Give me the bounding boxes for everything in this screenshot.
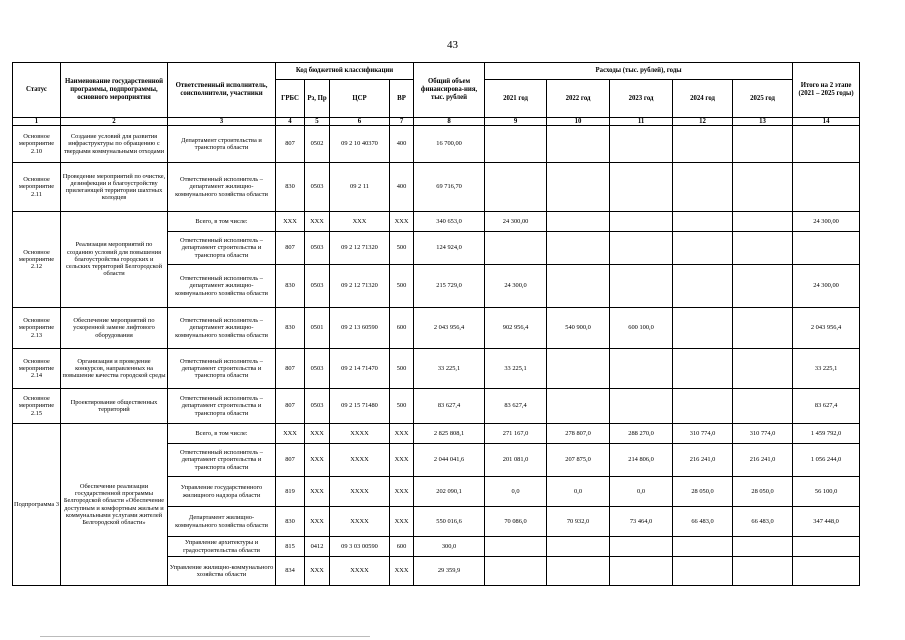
cell-2024 [673, 126, 733, 163]
cell-2024 [673, 212, 733, 232]
cell-2021: 33 225,1 [485, 349, 547, 389]
cell-rzpr: 0503 [305, 349, 330, 389]
cell-2025 [733, 308, 793, 349]
cell-2024 [673, 308, 733, 349]
cell-2022 [547, 212, 610, 232]
cell-vr: 400 [390, 163, 414, 212]
cell-csr: XXX [330, 212, 390, 232]
cell-rzpr: XXX [305, 444, 330, 477]
cell-grbs: 807 [276, 126, 305, 163]
cell-total: 29 359,9 [414, 557, 485, 586]
cell-stage: 1 459 792,0 [793, 424, 860, 444]
column-number: 7 [390, 118, 414, 126]
cell-2025: 66 483,0 [733, 507, 793, 537]
cell-stage [793, 537, 860, 557]
row-name: Обеспечение мероприятий по ускоренной замене лифтового оборудования [61, 308, 168, 349]
cell-2025 [733, 537, 793, 557]
cell-2025: 310 774,0 [733, 424, 793, 444]
cell-rzpr: 0503 [305, 163, 330, 212]
cell-2025 [733, 163, 793, 212]
table-row [13, 424, 860, 444]
cell-2025 [733, 349, 793, 389]
cell-2021: 24 300,00 [485, 212, 547, 232]
cell-2024 [673, 537, 733, 557]
cell-grbs: 807 [276, 444, 305, 477]
scan-edge-line [40, 636, 370, 637]
table-row [13, 126, 860, 163]
cell-total: 202 090,1 [414, 477, 485, 507]
cell-2023 [610, 537, 673, 557]
row-executor: Ответственный исполнитель – департамент строительства и транспорта области [168, 349, 276, 389]
cell-2023 [610, 232, 673, 265]
header-name: Наименование государственной программы, подпрограммы, основного мероприятия [61, 63, 168, 118]
cell-total: 16 700,00 [414, 126, 485, 163]
cell-stage: 56 100,0 [793, 477, 860, 507]
cell-2025 [733, 232, 793, 265]
cell-2025 [733, 126, 793, 163]
cell-rzpr: 0503 [305, 232, 330, 265]
cell-rzpr: 0503 [305, 389, 330, 424]
cell-grbs: 807 [276, 232, 305, 265]
cell-grbs: 834 [276, 557, 305, 586]
column-number: 4 [276, 118, 305, 126]
row-executor: Ответственный исполнитель – департамент жилищно-коммунального хозяйства области [168, 308, 276, 349]
row-status: Подпрограмма 3 [13, 424, 61, 586]
cell-2024 [673, 265, 733, 308]
cell-2024 [673, 389, 733, 424]
cell-2021: 201 081,0 [485, 444, 547, 477]
column-number: 13 [733, 118, 793, 126]
cell-2023: 288 270,0 [610, 424, 673, 444]
cell-2022: 207 875,0 [547, 444, 610, 477]
row-executor: Ответственный исполнитель – департамент строительства и транспорта области [168, 444, 276, 477]
cell-total: 300,0 [414, 537, 485, 557]
cell-2021: 24 300,0 [485, 265, 547, 308]
row-executor: Департамент строительства и транспорта области [168, 126, 276, 163]
cell-vr: 500 [390, 265, 414, 308]
cell-2022 [547, 349, 610, 389]
cell-2023 [610, 212, 673, 232]
cell-rzpr: XXX [305, 477, 330, 507]
cell-csr: 09 2 14 71470 [330, 349, 390, 389]
cell-vr: XXX [390, 477, 414, 507]
cell-csr: 09 2 10 40370 [330, 126, 390, 163]
cell-total: 83 627,4 [414, 389, 485, 424]
cell-total: 215 729,0 [414, 265, 485, 308]
row-status: Основное мероприятие 2.15 [13, 389, 61, 424]
cell-rzpr: 0412 [305, 537, 330, 557]
cell-stage: 2 043 956,4 [793, 308, 860, 349]
row-status: Основное мероприятие 2.10 [13, 126, 61, 163]
column-number: 3 [168, 118, 276, 126]
cell-2024: 216 241,0 [673, 444, 733, 477]
row-executor: Всего, в том числе: [168, 212, 276, 232]
cell-2025: 28 050,0 [733, 477, 793, 507]
cell-2023: 0,0 [610, 477, 673, 507]
cell-csr: XXXX [330, 507, 390, 537]
cell-vr: XXX [390, 424, 414, 444]
header-2023: 2023 год [610, 80, 673, 118]
cell-2021: 271 167,0 [485, 424, 547, 444]
cell-2025: 216 241,0 [733, 444, 793, 477]
cell-vr: 500 [390, 389, 414, 424]
cell-2023: 600 100,0 [610, 308, 673, 349]
cell-2022 [547, 232, 610, 265]
header-stage-total: Итого на 2 этапе (2021 – 2025 годы) [793, 63, 860, 118]
cell-2023 [610, 163, 673, 212]
cell-csr: XXXX [330, 557, 390, 586]
cell-2022: 278 807,0 [547, 424, 610, 444]
cell-csr: 09 3 03 00590 [330, 537, 390, 557]
cell-vr: 600 [390, 537, 414, 557]
cell-2022: 540 900,0 [547, 308, 610, 349]
row-name: Организация и проведение конкурсов, направленных на повышение качества городской среды [61, 349, 168, 389]
cell-2025 [733, 265, 793, 308]
row-executor: Всего, в том числе: [168, 424, 276, 444]
table-row [13, 389, 860, 424]
cell-rzpr: XXX [305, 507, 330, 537]
cell-2022: 0,0 [547, 477, 610, 507]
cell-2024 [673, 232, 733, 265]
cell-stage [793, 126, 860, 163]
cell-grbs: 807 [276, 349, 305, 389]
cell-2023 [610, 557, 673, 586]
row-executor: Управление жилищно-коммунального хозяйства области [168, 557, 276, 586]
cell-total: 33 225,1 [414, 349, 485, 389]
row-executor: Управление архитектуры и градостроительства области [168, 537, 276, 557]
cell-grbs: 819 [276, 477, 305, 507]
cell-grbs: 830 [276, 308, 305, 349]
cell-2023: 214 806,0 [610, 444, 673, 477]
cell-rzpr: 0503 [305, 265, 330, 308]
cell-vr: XXX [390, 507, 414, 537]
cell-vr: XXX [390, 212, 414, 232]
header-2025: 2025 год [733, 80, 793, 118]
cell-2021 [485, 163, 547, 212]
header-2024: 2024 год [673, 80, 733, 118]
cell-2022 [547, 537, 610, 557]
column-number: 2 [61, 118, 168, 126]
header-2021: 2021 год [485, 80, 547, 118]
cell-vr: XXX [390, 444, 414, 477]
row-name: Обеспечение реализации государственной программы Белгородской области «Обеспечение доступным и комфортным жильем и коммунальными услугами жителей Белгородской области» [61, 424, 168, 586]
header-grbs: ГРБС [276, 80, 305, 118]
cell-stage: 33 225,1 [793, 349, 860, 389]
cell-2021 [485, 232, 547, 265]
cell-2021 [485, 126, 547, 163]
header-total-funding: Общий объем финансирова-ния, тыс. рублей [414, 63, 485, 118]
row-executor: Ответственный исполнитель – департамент строительства и транспорта области [168, 389, 276, 424]
cell-2023 [610, 349, 673, 389]
cell-2022 [547, 389, 610, 424]
header-row [13, 63, 860, 80]
header-csr: ЦСР [330, 80, 390, 118]
cell-total: 2 044 041,6 [414, 444, 485, 477]
cell-rzpr: 0502 [305, 126, 330, 163]
row-executor: Ответственный исполнитель – департамент жилищно-коммунального хозяйства области [168, 163, 276, 212]
column-number: 14 [793, 118, 860, 126]
cell-grbs: XXX [276, 212, 305, 232]
row-name: Создание условий для развития инфраструктуры по обращению с твердыми коммунальными отходами [61, 126, 168, 163]
cell-stage: 1 056 244,0 [793, 444, 860, 477]
cell-rzpr: XXX [305, 424, 330, 444]
cell-total: 2 825 808,1 [414, 424, 485, 444]
column-number: 8 [414, 118, 485, 126]
cell-2022 [547, 126, 610, 163]
cell-rzpr: XXX [305, 557, 330, 586]
row-status: Основное мероприятие 2.14 [13, 349, 61, 389]
header-2022: 2022 год [547, 80, 610, 118]
cell-vr: 500 [390, 349, 414, 389]
header-rzpr: Рз, Пр [305, 80, 330, 118]
cell-2021 [485, 557, 547, 586]
cell-2023: 73 464,0 [610, 507, 673, 537]
row-status: Основное мероприятие 2.13 [13, 308, 61, 349]
cell-2022 [547, 557, 610, 586]
cell-vr: 400 [390, 126, 414, 163]
cell-2023 [610, 126, 673, 163]
cell-2024: 66 483,0 [673, 507, 733, 537]
header-status: Статус [13, 63, 61, 118]
column-number: 10 [547, 118, 610, 126]
cell-vr: 500 [390, 232, 414, 265]
column-number: 11 [610, 118, 673, 126]
page-number: 43 [447, 39, 458, 51]
cell-rzpr: 0501 [305, 308, 330, 349]
cell-vr: 600 [390, 308, 414, 349]
cell-stage: 83 627,4 [793, 389, 860, 424]
cell-2023 [610, 389, 673, 424]
cell-2024: 310 774,0 [673, 424, 733, 444]
cell-2022: 70 932,0 [547, 507, 610, 537]
column-number: 6 [330, 118, 390, 126]
row-status: Основное мероприятие 2.11 [13, 163, 61, 212]
column-number: 1 [13, 118, 61, 126]
cell-2024: 28 050,0 [673, 477, 733, 507]
row-status: Основное мероприятие 2.12 [13, 212, 61, 308]
cell-csr: XXXX [330, 424, 390, 444]
cell-2021: 0,0 [485, 477, 547, 507]
row-executor: Управление государственного жилищного надзора области [168, 477, 276, 507]
cell-2024 [673, 557, 733, 586]
row-name: Проектирование общественных территорий [61, 389, 168, 424]
cell-stage [793, 232, 860, 265]
cell-csr: XXXX [330, 477, 390, 507]
cell-2023 [610, 265, 673, 308]
header-budget-code: Код бюджетной классификации [276, 63, 414, 80]
cell-csr: 09 2 15 71480 [330, 389, 390, 424]
cell-stage: 24 300,00 [793, 212, 860, 232]
cell-csr: XXXX [330, 444, 390, 477]
table-row [13, 349, 860, 389]
row-name: Проведение мероприятий по очистке, дезинфекции и благоустройству прилегающей территории шахтных колодцев [61, 163, 168, 212]
cell-2024 [673, 349, 733, 389]
cell-grbs: 830 [276, 265, 305, 308]
cell-total: 124 924,0 [414, 232, 485, 265]
cell-total: 340 653,0 [414, 212, 485, 232]
cell-grbs: 807 [276, 389, 305, 424]
cell-2021 [485, 537, 547, 557]
cell-2022 [547, 163, 610, 212]
table-row [13, 308, 860, 349]
row-executor: Ответственный исполнитель – департамент строительства и транспорта области [168, 232, 276, 265]
column-number: 9 [485, 118, 547, 126]
cell-csr: 09 2 12 71320 [330, 265, 390, 308]
cell-2025 [733, 389, 793, 424]
table-row [13, 163, 860, 212]
cell-2025 [733, 212, 793, 232]
cell-stage [793, 557, 860, 586]
cell-2022 [547, 265, 610, 308]
column-number-row [13, 118, 860, 126]
cell-csr: 09 2 13 60590 [330, 308, 390, 349]
cell-total: 69 716,70 [414, 163, 485, 212]
cell-2024 [673, 163, 733, 212]
header-expenses: Расходы (тыс. рублей), годы [485, 63, 793, 80]
row-name: Реализация мероприятий по созданию условий для повышения благоустройства городских и сельских территорий Белгородской области [61, 212, 168, 308]
cell-stage: 347 448,0 [793, 507, 860, 537]
row-executor: Ответственный исполнитель – департамент жилищно-коммунального хозяйства области [168, 265, 276, 308]
header-vr: ВР [390, 80, 414, 118]
cell-2021: 83 627,4 [485, 389, 547, 424]
column-number: 12 [673, 118, 733, 126]
column-number: 5 [305, 118, 330, 126]
cell-grbs: 830 [276, 163, 305, 212]
cell-grbs: 815 [276, 537, 305, 557]
table-row [13, 212, 860, 232]
cell-grbs: XXX [276, 424, 305, 444]
cell-stage [793, 163, 860, 212]
cell-csr: 09 2 11 [330, 163, 390, 212]
cell-2021: 70 086,0 [485, 507, 547, 537]
row-executor: Департамент жилищно-коммунального хозяйства области [168, 507, 276, 537]
cell-csr: 09 2 12 71320 [330, 232, 390, 265]
cell-stage: 24 300,00 [793, 265, 860, 308]
cell-2021: 902 956,4 [485, 308, 547, 349]
cell-total: 550 016,6 [414, 507, 485, 537]
cell-total: 2 043 956,4 [414, 308, 485, 349]
header-executor: Ответственный исполнитель, соисполнители, участники [168, 63, 276, 118]
cell-vr: XXX [390, 557, 414, 586]
cell-2025 [733, 557, 793, 586]
cell-grbs: 830 [276, 507, 305, 537]
cell-rzpr: XXX [305, 212, 330, 232]
budget-table [12, 62, 860, 586]
